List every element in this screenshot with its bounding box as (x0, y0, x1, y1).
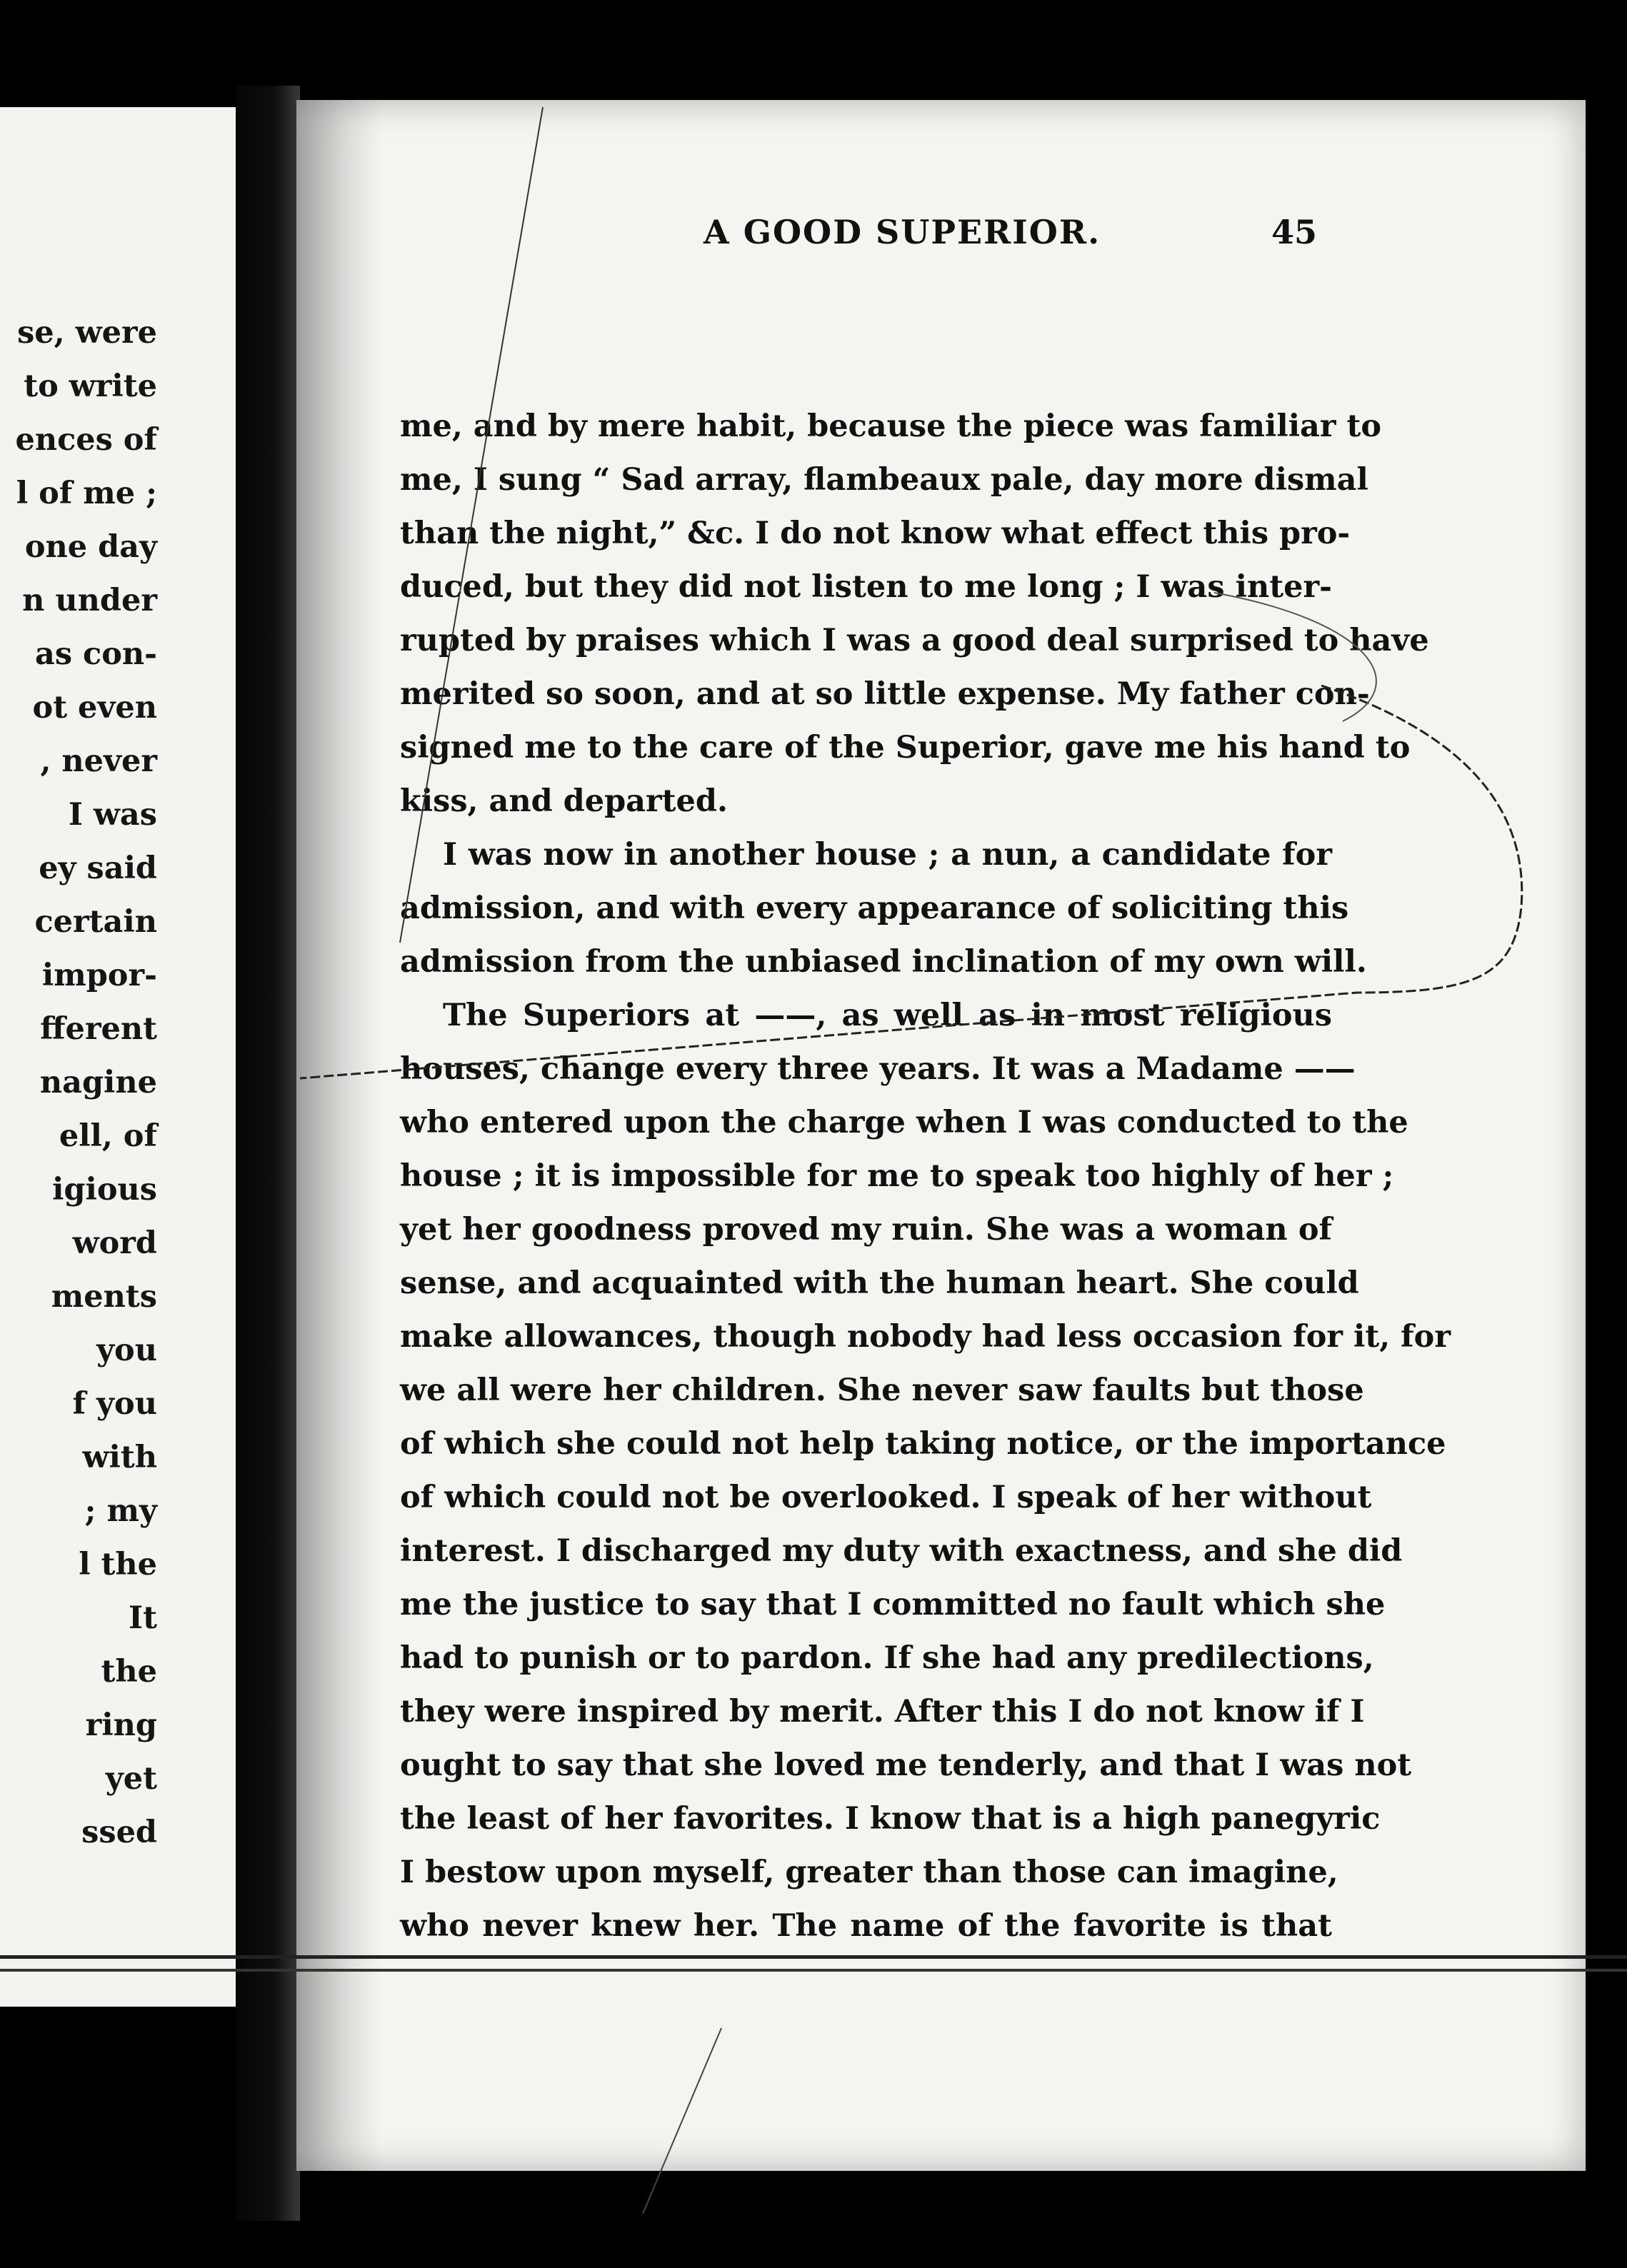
left-page-fragment: n under (22, 583, 157, 618)
text-line: make allowances, though nobody had less occasion for it, for (400, 1319, 1451, 1355)
text-line: signed me to the care of the Superior, gave me his hand to (400, 730, 1411, 766)
text-line: me, I sung “ Sad array, flambeaux pale, day more dismal (400, 462, 1368, 498)
left-page-fragment: as con- (34, 636, 157, 672)
paragraph-start-line: The Superiors at ——, as well as in most religious (443, 998, 1332, 1033)
left-page-fragment: the (101, 1654, 157, 1690)
text-line: houses, change every three years. It was a Madame —— (400, 1051, 1356, 1087)
text-line: of which she could not help taking notice, or the importance (400, 1426, 1446, 1462)
running-head: A GOOD SUPERIOR. (704, 213, 1101, 251)
page-header (407, 213, 1328, 256)
left-page-fragment: one day (24, 529, 157, 565)
text-line: yet her goodness proved my ruin. She was a woman of (400, 1212, 1332, 1248)
text-line: who entered upon the charge when I was conducted to the (400, 1105, 1408, 1140)
text-line: who never knew her. The name of the favorite is that (400, 1908, 1332, 1944)
page-number: 45 (1271, 213, 1318, 251)
left-page-fragment: ments (51, 1279, 157, 1315)
text-line: duced, but they did not listen to me long ; I was inter- (400, 569, 1332, 605)
left-page-fragment: l of me ; (16, 476, 157, 511)
text-line: the least of her favorites. I know that is a high panegyric (400, 1801, 1381, 1837)
left-page-fragment: certain (34, 904, 157, 940)
text-line: we all were her children. She never saw faults but those (400, 1373, 1364, 1408)
left-page-fragment: nagine (39, 1065, 157, 1100)
left-page-fragment: ; my (84, 1493, 157, 1529)
left-page-fragment: It (129, 1600, 157, 1636)
text-line: rupted by praises which I was a good deal surprised to have (400, 623, 1429, 658)
text-line: admission from the unbiased inclination of my own will. (400, 944, 1367, 980)
text-line: sense, and acquainted with the human heart. She could (400, 1265, 1359, 1301)
text-line: of which could not be overlooked. I speak of her without (400, 1480, 1372, 1515)
left-page-fragment: ot even (32, 690, 157, 726)
left-page-fragment: word (72, 1225, 157, 1261)
left-page-fragment: fferent (40, 1011, 157, 1047)
text-line: I bestow upon myself, greater than those can imagine, (400, 1855, 1338, 1890)
previous-page-fragment (0, 107, 236, 2007)
left-page-fragment: you (96, 1333, 157, 1368)
page-edge-shadow (296, 100, 382, 2171)
text-line: me, and by mere habit, because the piece was familiar to (400, 408, 1382, 444)
body-text (400, 400, 1451, 1953)
left-page-fragment: se, were (17, 315, 157, 351)
left-page-fragment: ring (85, 1707, 157, 1743)
book-gutter (236, 86, 300, 2221)
left-page-fragment: yet (105, 1761, 157, 1797)
left-page-fragment: ences of (15, 422, 157, 458)
paragraph-start-line: I was now in another house ; a nun, a candidate for (443, 837, 1332, 873)
left-page-fragment: with (82, 1440, 157, 1475)
text-line: merited so soon, and at so little expense. My father con- (400, 676, 1370, 712)
left-page-fragment: ssed (81, 1815, 157, 1850)
text-line: interest. I discharged my duty with exactness, and she did (400, 1533, 1403, 1569)
left-page-fragment: igious (52, 1172, 157, 1208)
text-line: ought to say that she loved me tenderly, and that I was not (400, 1747, 1412, 1783)
left-page-fragment: ell, of (59, 1118, 157, 1154)
left-page-fragment: , never (40, 743, 157, 779)
text-line: house ; it is impossible for me to speak too highly of her ; (400, 1158, 1394, 1194)
text-line: kiss, and departed. (400, 783, 728, 819)
bottom-rule (0, 1955, 1627, 1972)
left-page-fragment: impor- (41, 958, 157, 993)
text-line: than the night,” &c. I do not know what effect this pro- (400, 516, 1351, 551)
left-page-fragment: ey said (39, 850, 157, 886)
text-line: me the justice to say that I committed no fault which she (400, 1587, 1386, 1622)
left-page-fragment: to write (24, 368, 157, 404)
text-line: admission, and with every appearance of soliciting this (400, 890, 1349, 926)
text-line: they were inspired by merit. After this I do not know if I (400, 1694, 1365, 1730)
left-page-fragment: l the (79, 1547, 157, 1582)
text-line: had to punish or to pardon. If she had any predilections, (400, 1640, 1374, 1676)
left-page-fragment: I was (68, 797, 157, 833)
left-page-fragment: f you (72, 1386, 157, 1422)
